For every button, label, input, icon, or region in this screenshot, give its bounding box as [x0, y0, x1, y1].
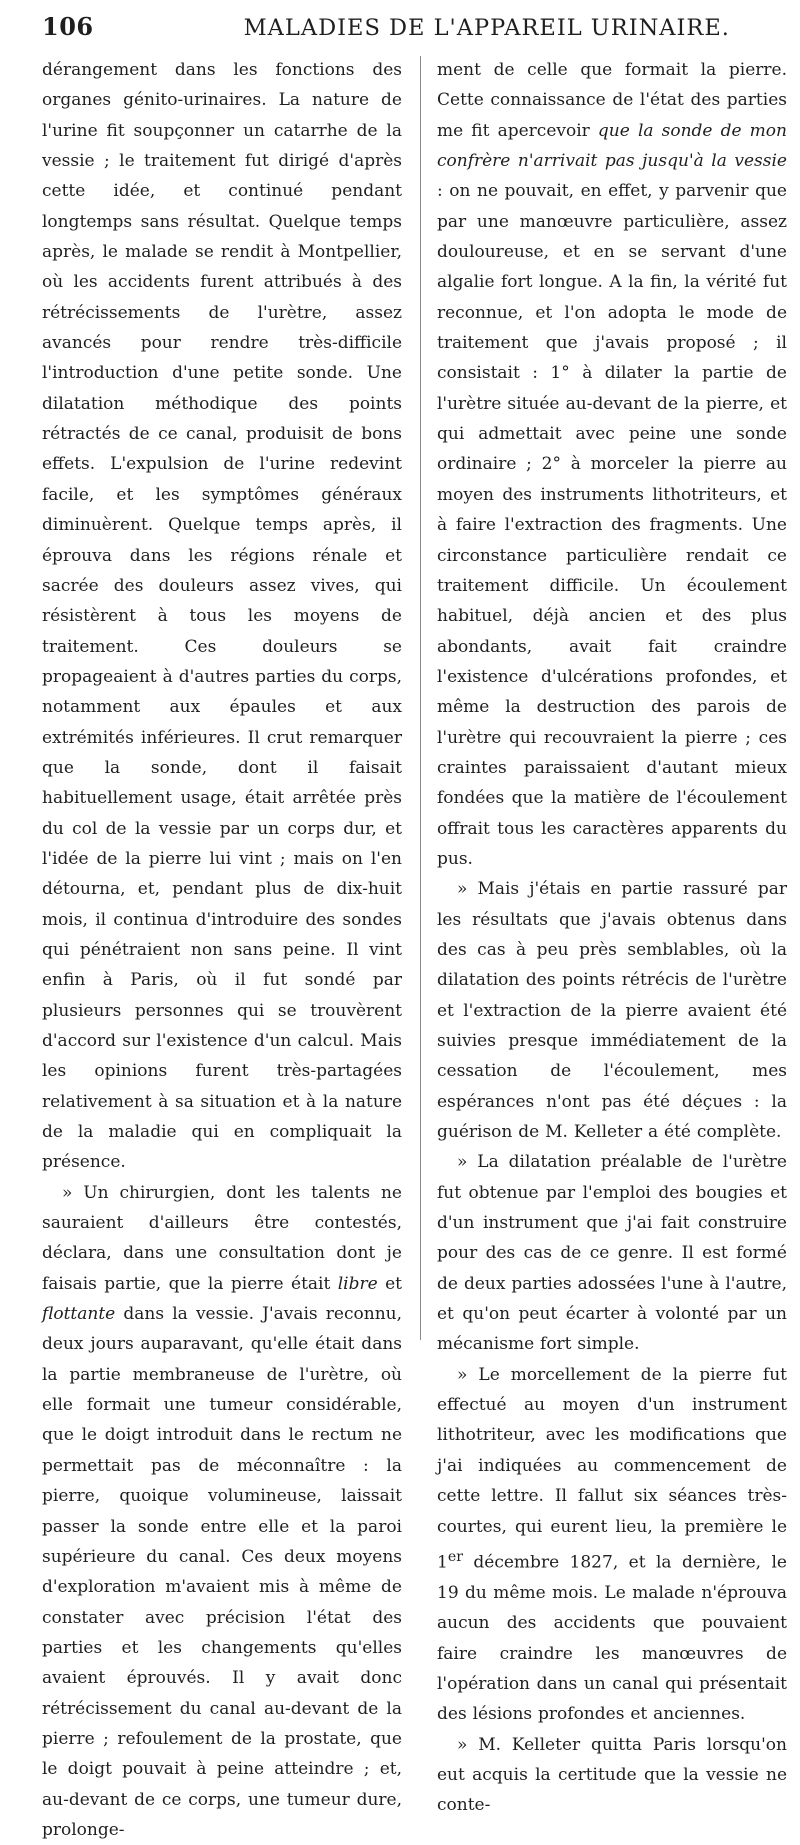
text-run: » Un chirurgien, dont les talents ne sauraient d'ailleurs être contestés, déclara, dans une consultation dont je faisais partie, que la pierre était	[42, 1182, 402, 1294]
paragraph	[42, 1178, 402, 1845]
page-number: 106	[42, 12, 94, 41]
text-run: dans la vessie. J'avais reconnu, deux jours auparavant, qu'elle était dans la partie membraneuse de l'urètre, où elle formait une tumeur considérable, que le doigt introduit dans le rectum ne permettait pas de méconnaître : la pierre, quoique volumineuse, laissait passer la sonde entre elle et la paroi supérieure du canal. Ces deux moyens d'exploration m'avaient mis à même de constater avec précision l'état des parties et les changements qu'elles avaient éprouvés. Il y avait donc rétrécissement du canal au-devant de la pierre ; refoulement de la prostate, que le doigt pouvait à peine atteindre ; et, au-devant de ce corps, une tumeur dure, prolonge-	[42, 1304, 402, 1840]
running-title: MALADIES DE L'APPAREIL URINAIRE.	[243, 15, 730, 41]
text-run: » Mais j'étais en partie rassuré par les résultats que j'avais obtenus dans des cas à peu près semblables, où la dilatation des points rétrécis de l'urètre et l'extraction de la pierre avaient été suivies presque immédiatement de la cessation de l'écoulement, mes espérances n'ont pas été déçues : la guérison de M. Kelleter a été complète.	[437, 879, 787, 1143]
paragraph	[437, 1730, 787, 1821]
text-run: » La dilatation préalable de l'urètre fut obtenue par l'emploi des bougies et d'un instrument que j'ai fait construire pour des cas de ce genre. Il est formé de deux parties adossées l'une à l'autre, et qu'on peut écarter à volonté par un mécanisme fort simple.	[437, 1152, 787, 1355]
text-run: et	[377, 1273, 402, 1294]
paragraph	[437, 55, 787, 874]
text-run: ment de celle que formait la pierre. Cette connaissance de l'état des parties me fit apercevoir	[437, 60, 787, 141]
italic-text: que la sonde de mon confrère n'arrivait pas jusqu'à la vessie	[437, 120, 787, 172]
paragraph	[42, 55, 402, 1178]
paragraph	[437, 1360, 787, 1730]
paragraph	[437, 1147, 787, 1359]
italic-text: libre	[337, 1273, 378, 1294]
paragraph	[437, 874, 787, 1147]
text-run: » M. Kelleter quitta Paris lorsqu'on eut acquis la certitude que la vessie ne conte-	[437, 1734, 787, 1816]
text-run: » Le morcellement de la pierre fut effectué au moyen d'un instrument lithotriteur, avec les modifications que j'ai indiquées au commencement de cette lettre. Il fallut six séances très-courtes, qui eurent lieu, la première le 1	[437, 1364, 787, 1573]
italic-text: flottante	[42, 1304, 116, 1325]
page-header	[42, 12, 764, 48]
text-run: dérangement dans les fonctions des organes génito-urinaires. La nature de l'urine fit soupçonner un catarrhe de la vessie ; le traitement fut dirigé d'après cette idée, et continué pendant longtemps sans résultat. Quelque temps après, le malade se rendit à Montpellier, où les accidents furent attribués à des rétrécissements de l'urètre, assez avancés pour rendre très-difficile l'introduction d'une petite sonde. Une dilatation méthodique des points rétractés de ce canal, produisit de bons effets. L'expulsion de l'urine redevint facile, et les symptômes généraux diminuèrent. Quelque temps après, il éprouva dans les régions rénale et sacrée des douleurs assez vives, qui résistèrent à tous les moyens de traitement. Ces douleurs se propageaient à d'autres parties du corps, notamment aux épaules et aux extrémités inférieures. Il crut remarquer que la sonde, dont il faisait habituellement usage, était arrêtée près du col de la vessie par un corps dur, et l'idée de la pierre lui vint ; mais on l'en détourna, et, pendant plus de dix-huit mois, il continua d'introduire des sondes qui pénétraient non sans peine. Il vint enfin à Paris, où il fut sondé par plusieurs personnes qui se trouvèrent d'accord sur l'existence d'un calcul. Mais les opinions furent très-partagées relativement à sa situation et à la nature de la maladie qui en compliquait la présence.	[42, 60, 402, 1173]
left-column	[42, 55, 402, 1845]
right-column	[437, 55, 787, 1821]
text-run: décembre 1827, et la dernière, le 19 du même mois. Le malade n'éprouva aucun des accidents que pouvaient faire craindre les manœuvres de l'opération dans un canal qui présentait des lésions profondes et anciennes.	[437, 1552, 787, 1725]
superscript-text: er	[447, 1548, 463, 1565]
text-run: : on ne pouvait, en effet, y parvenir que par une manœuvre particulière, assez douloureuse, et en se servant d'une algalie fort longue. A la fin, la vérité fut reconnue, et l'on adopta le mode de traitement que j'avais proposé ; il consistait : 1° à dilater la partie de l'urètre située au-devant de la pierre, et qui admettait avec peine une sonde ordinaire ; 2° à morceler la pierre au moyen des instruments lithotriteurs, et à faire l'extraction des fragments. Une circonstance particulière rendait ce traitement difficile. Un écoulement habituel, déjà ancien et des plus abondants, avait fait craindre l'existence d'ulcérations profondes, et même la destruction des parois de l'urètre qui recouvraient la pierre ; ces craintes paraissaient d'autant mieux fondées que la matière de l'écoulement offrait tous les caractères apparents du pus.	[437, 181, 787, 869]
column-divider	[420, 56, 421, 1340]
